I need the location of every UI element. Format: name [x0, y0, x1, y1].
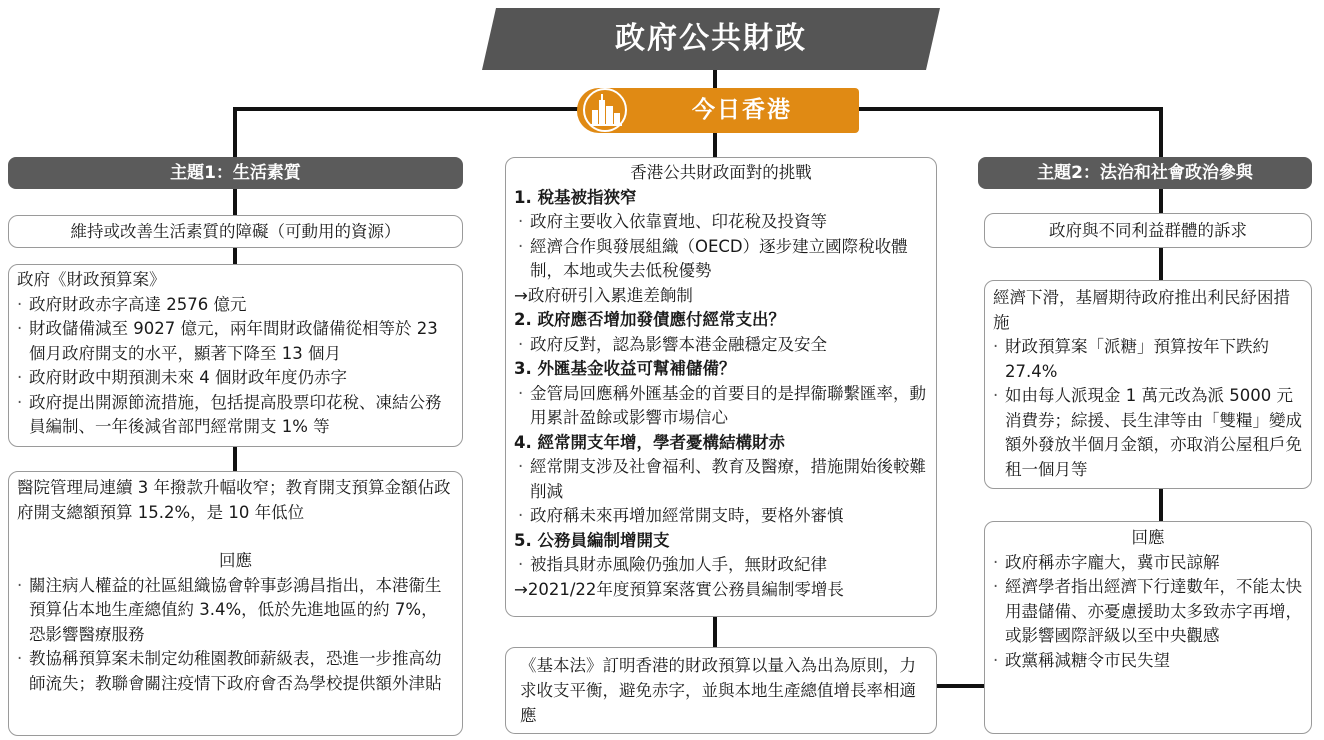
challenge-title: 4. 經常開支年增，學者憂構結構財赤 [514, 432, 785, 452]
challenge-bullet: · 經常開支涉及社會福利、教育及醫療，措施開始後較難削減 [514, 455, 928, 504]
health-response-bullet: · 關注病人權益的社區組織協會幹事彭鴻昌指出，本港衞生預算佔本地生產總值約 3.4%，低於先進地區的約 7%，恐影響醫療服務 [17, 574, 454, 648]
budget-bullet: · 財政儲備減至 9027 億元，兩年間財政儲備從相等於 23 個月政府開支的水平，顯著下降至 13 個月 [17, 317, 454, 366]
right-response-box [984, 521, 1312, 734]
connector-left-3 [233, 447, 237, 471]
right-sub-header: 政府與不同利益群體的訴求 [984, 213, 1312, 248]
challenge-arrow-note: →政府研引入累進差餉制 [514, 285, 693, 305]
right-theme-header: 主題2：法治和社會政治參與 [978, 157, 1312, 189]
connector-left-2 [233, 248, 237, 264]
budget-bullet: · 政府提出開源節流措施，包括提高股票印花稅、凍結公務員編制、一年後減省部門經常開支 1% 等 [17, 391, 454, 440]
budget-heading: 政府《財政預算案》 [17, 270, 166, 289]
challenge-bullet: · 金管局回應稱外匯基金的首要目的是捍衞聯繫匯率，動用累計盈餘或影響市場信心 [514, 382, 928, 431]
challenges-heading: 香港公共財政面對的挑戰 [630, 163, 812, 182]
right-response-title: 回應 [1131, 528, 1165, 547]
right-response-bullet: · 政黨稱減糖令市民失望 [993, 649, 1303, 674]
challenge-title: 5. 公務員編制增開支 [514, 530, 670, 550]
left-budget-box [8, 264, 463, 447]
challenge-bullet: · 政府反對，認為影響本港金融穩定及安全 [514, 333, 928, 358]
right-response-bullet: · 政府稱赤字龐大，冀市民諒解 [993, 551, 1303, 576]
hub-badge [577, 88, 859, 133]
budget-bullet: · 政府財政赤字高達 2576 億元 [17, 293, 454, 318]
connector-right-3 [1159, 489, 1163, 521]
page-title: 政府公共財政 [615, 21, 807, 56]
city-skyline-icon [583, 88, 629, 133]
left-response-title: 回應 [219, 551, 252, 570]
connector-hub-center [713, 132, 717, 158]
connector-right-1 [1159, 189, 1163, 213]
right-response-bullet: · 經濟學者指出經濟下行達數年，不能太快用盡儲備、亦憂慮援助太多致赤字再增，或影響國際評級以至中央觀感 [993, 575, 1303, 649]
challenge-bullet: · 經濟合作與發展組織（OECD）逐步建立國際稅收體制，本地或失去低稅優勢 [514, 235, 928, 284]
connector-basic-law-right [937, 684, 984, 688]
challenge-bullet: · 政府主要收入依靠賣地、印花稅及投資等 [514, 210, 928, 235]
connector-center-down [713, 617, 717, 647]
basic-law-box: 《基本法》訂明香港的財政預算以量入為出為原則，力求收支平衡，避免赤字，並與本地生產總值增長率相適應 [505, 647, 937, 734]
health-response-bullet: · 教協稱預算案未制定幼稚園教師薪級表，恐進一步推高幼師流失；教聯會關注疫情下政府會否為學校提供額外津貼 [17, 647, 454, 696]
connector-title-hub [713, 68, 717, 90]
health-text: 醫院管理局連續 3 年撥款升幅收窄；教育開支預算金額佔政府開支總額預算 15.2%，是 10 年低位 [17, 478, 451, 522]
left-health-box [8, 471, 463, 736]
challenge-bullet: · 被指具財赤風險仍強加人手，無財政紀律 [514, 553, 928, 578]
budget-bullet: · 政府財政中期預測未來 4 個財政年度仍赤字 [17, 366, 454, 391]
hub-label: 今日香港 [692, 97, 792, 123]
challenge-bullet: · 政府稱未來再增加經常開支時，要格外審慎 [514, 504, 928, 529]
demands-text: 經濟下滑，基層期待政府推出利民紓困措施 [993, 288, 1290, 332]
demands-bullet: · 財政預算案「派糖」預算按年下跌約 27.4% [993, 335, 1303, 384]
challenge-title: 2. 政府應否增加發債應付經常支出？ [514, 310, 785, 329]
challenge-title: 1. 稅基被指狹窄 [514, 187, 637, 207]
demands-bullet: · 如由每人派現金 1 萬元改為派 5000 元消費券；綜援、長生津等由「雙糧」變成額外發放半個月金額，亦取消公屋租戶免租一個月等 [993, 384, 1303, 482]
center-challenges-box [505, 157, 937, 617]
left-sub-header: 維持或改善生活素質的障礙（可動用的資源） [8, 215, 463, 248]
left-theme-header: 主題1：生活素質 [8, 157, 463, 189]
challenge-title: 3. 外匯基金收益可幫補儲備？ [514, 359, 736, 378]
connector-left-1 [233, 189, 237, 215]
challenge-arrow-note: →2021/22年度預算案落實公務員編制零增長 [514, 579, 844, 599]
connector-right-2 [1159, 248, 1163, 280]
right-demands-box [984, 280, 1312, 489]
connector-left-drop [233, 107, 237, 157]
connector-right-drop [1159, 107, 1163, 157]
